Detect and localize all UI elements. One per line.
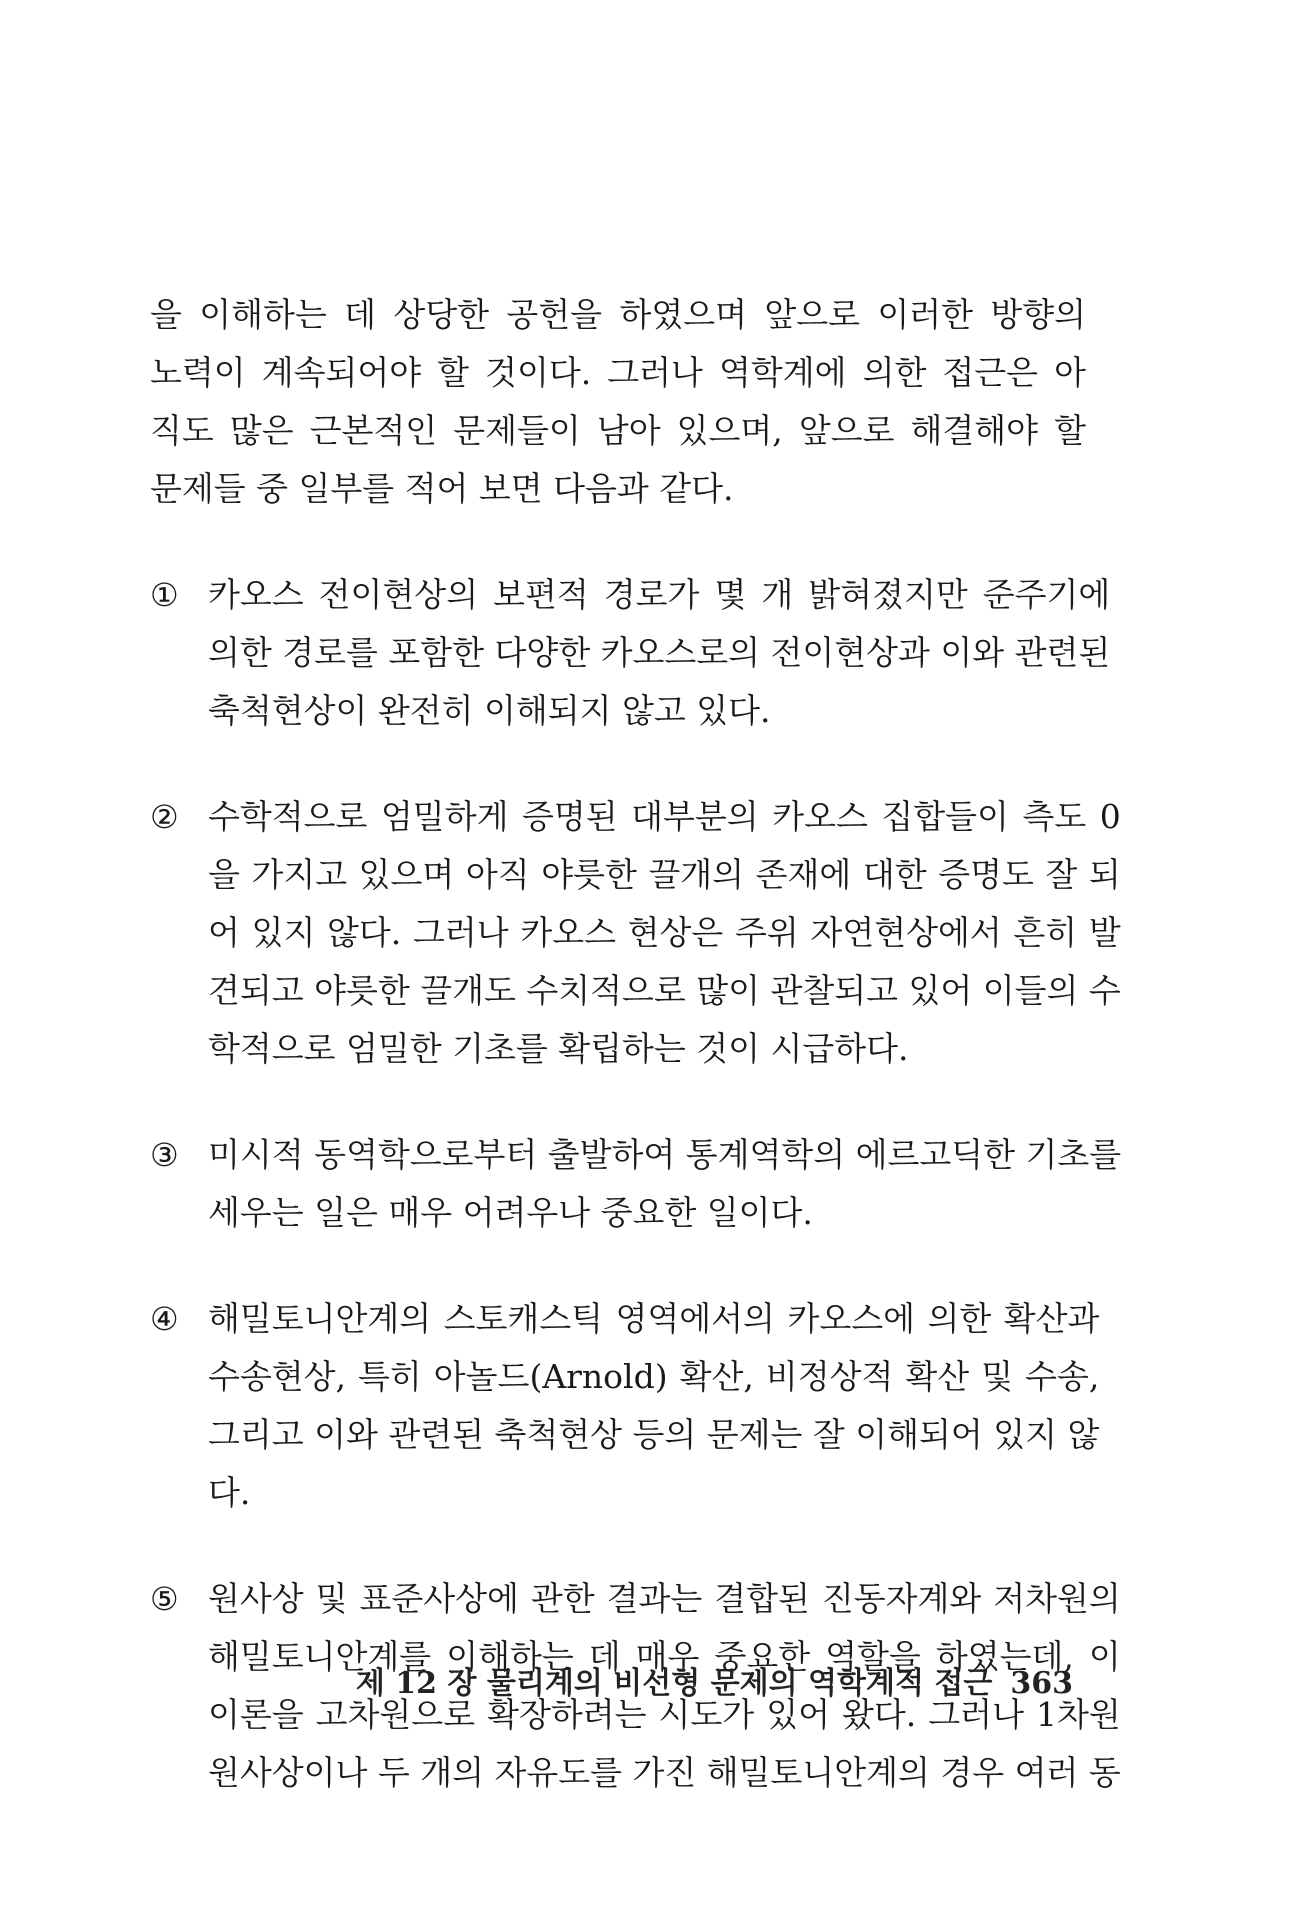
text-line: 직도 많은 근본적인 문제들이 남아 있으며, 앞으로 해결해야 할 (150, 411, 1086, 450)
item-number: ⑤ (150, 1580, 179, 1618)
text-line: 을 가지고 있으며 아직 야릇한 끌개의 존재에 대한 증명도 잘 되 (208, 855, 1121, 894)
list-item-1 (150, 566, 1111, 740)
text-line: 축척현상이 완전히 이해되지 않고 있다. (208, 691, 771, 730)
text-line: 해밀토니안계를 이해하는 데 매우 중요한 역할을 하였는데, 이 (208, 1637, 1121, 1676)
text-line: 수송현상, 특히 아놀드(Arnold) 확산, 비정상적 확산 및 수송, (208, 1357, 1100, 1396)
text-line: 원사상이나 두 개의 자유도를 가진 해밀토니안계의 경우 여러 동 (208, 1753, 1121, 1792)
item-number: ② (150, 798, 179, 836)
page-number: 363 (1010, 1666, 1073, 1701)
list-item-4 (150, 1290, 1100, 1522)
text-line: 학적으로 엄밀한 기초를 확립하는 것이 시급하다. (208, 1029, 909, 1068)
text-line: 세우는 일은 매우 어려우나 중요한 일이다. (208, 1193, 813, 1232)
intro-paragraph (150, 286, 1086, 518)
item-text (208, 566, 1110, 740)
list-item-3 (150, 1126, 1122, 1242)
text-line: 노력이 계속되어야 할 것이다. 그러나 역학계에 의한 접근은 아 (150, 353, 1086, 392)
item-text (208, 788, 1121, 1078)
text-line: 카오스 전이현상의 보편적 경로가 몇 개 밝혀졌지만 준주기에 (208, 575, 1111, 614)
list-item-2 (150, 788, 1121, 1078)
text-line: 그리고 이와 관련된 축척현상 등의 문제는 잘 이해되어 있지 않 (208, 1415, 1100, 1454)
item-number: ① (150, 576, 179, 614)
page-footer (356, 1658, 1073, 1702)
text-line: 문제들 중 일부를 적어 보면 다음과 같다. (150, 469, 734, 508)
item-number: ④ (150, 1300, 179, 1338)
text-line: 견되고 야릇한 끌개도 수치적으로 많이 관찰되고 있어 이들의 수 (208, 971, 1121, 1010)
text-line: 원사상 및 표준사상에 관한 결과는 결합된 진동자계와 저차원의 (208, 1579, 1121, 1618)
text-line: 다. (208, 1473, 251, 1512)
item-text (208, 1290, 1099, 1522)
item-number: ③ (150, 1136, 179, 1174)
text-line: 해밀토니안계의 스토캐스틱 영역에서의 카오스에 의한 확산과 (208, 1299, 1100, 1338)
text-line: 이론을 고차원으로 확장하려는 시도가 있어 왔다. 그러나 1차원 (208, 1695, 1121, 1734)
chapter-title: 제 12 장 물리계의 비선형 문제의 역학계적 접근 (355, 1666, 993, 1701)
text-line: 수학적으로 엄밀하게 증명된 대부분의 카오스 집합들이 측도 0 (208, 797, 1121, 836)
text-line: 어 있지 않다. 그러나 카오스 현상은 주위 자연현상에서 흔히 발 (208, 913, 1121, 952)
text-line: 미시적 동역학으로부터 출발하여 통계역학의 에르고딕한 기초를 (208, 1135, 1122, 1174)
text-line: 의한 경로를 포함한 다양한 카오스로의 전이현상과 이와 관련된 (208, 633, 1111, 672)
page-body (150, 286, 1122, 1802)
text-line: 을 이해하는 데 상당한 공헌을 하였으며 앞으로 이러한 방향의 (150, 295, 1086, 334)
item-text (208, 1126, 1121, 1242)
